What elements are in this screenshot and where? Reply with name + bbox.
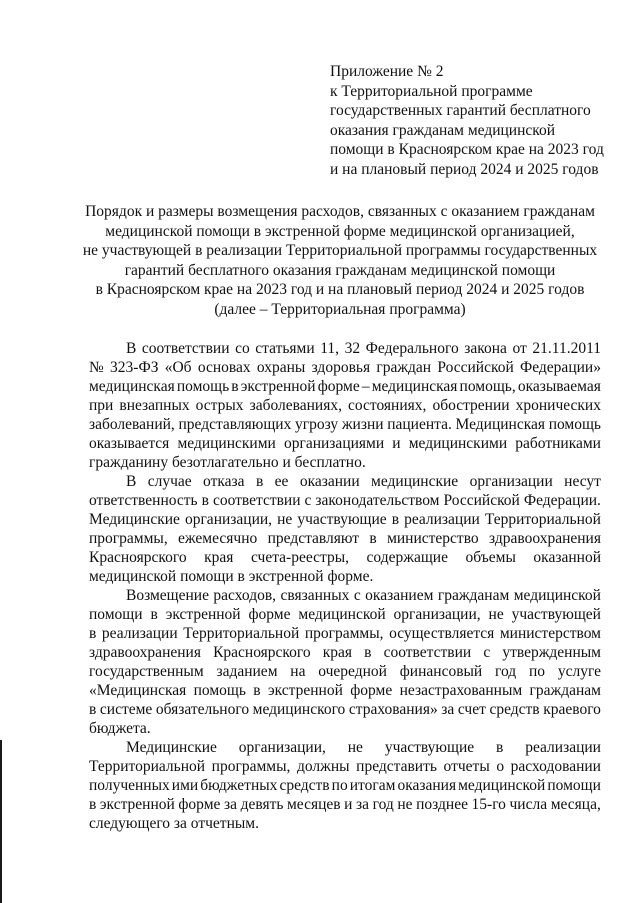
body-word: государственным	[89, 663, 204, 680]
body-word: отчеты	[443, 758, 490, 775]
body-word: год	[495, 663, 517, 680]
body-word: внезапных	[119, 397, 190, 414]
body-word: 32	[344, 340, 361, 357]
body-paragraph	[89, 472, 601, 586]
body-word: форме	[350, 682, 393, 699]
body-word: программы,	[211, 758, 291, 775]
body-word: основах	[197, 359, 251, 376]
appendix-line: оказания гражданам медицинской	[330, 121, 556, 139]
body-word: медицинская	[371, 378, 458, 395]
body-word: обязательного	[155, 701, 250, 718]
body-word: услуге	[557, 663, 601, 680]
body-word: острых	[195, 397, 244, 414]
body-word: участвующие	[384, 739, 475, 756]
body-line	[89, 776, 601, 795]
appendix-line: Приложение № 2	[330, 63, 444, 80]
body-word: организациями	[283, 435, 385, 452]
body-word: по	[331, 777, 348, 794]
body-line	[89, 662, 601, 681]
body-word: форме	[178, 796, 221, 813]
body-word: реализации	[101, 625, 178, 642]
body-word: соответствии	[383, 644, 472, 661]
body-word: медицинские	[371, 473, 459, 490]
body-word: экстренной	[240, 378, 316, 395]
body-word: здоровья	[311, 359, 371, 376]
body-word: организации,	[238, 739, 326, 756]
body-word: заболеваний,	[89, 416, 175, 433]
body-word: за	[223, 796, 237, 813]
body-word: оказанной	[533, 549, 601, 566]
body-word: ее	[274, 473, 289, 490]
body-word: заболеваниях,	[249, 397, 342, 414]
body-line	[89, 529, 601, 548]
body-line	[89, 358, 601, 377]
body-word: несут	[564, 473, 601, 490]
document-body	[89, 339, 601, 833]
body-word: в	[253, 682, 261, 699]
body-word: оказывается	[89, 435, 170, 452]
body-word: Медицинская	[455, 416, 546, 433]
body-word: помощь	[548, 416, 601, 433]
body-line	[89, 472, 601, 491]
body-word: жизни	[341, 416, 384, 433]
body-line	[89, 681, 601, 700]
body-word: законодательством	[315, 492, 440, 509]
body-word: здравоохранения	[89, 644, 201, 661]
body-word: пациента.	[387, 416, 452, 433]
body-line	[89, 415, 601, 434]
body-line	[89, 567, 601, 586]
body-word: №	[89, 359, 104, 376]
body-word: В	[126, 340, 137, 357]
body-word: медицинской	[458, 777, 546, 794]
body-line	[89, 491, 601, 510]
body-word: программы,	[89, 530, 168, 547]
body-word: организации,	[393, 606, 481, 623]
body-line-text: гражданину безотлагательно и бесплатно.	[89, 454, 366, 471]
body-word: с	[483, 644, 491, 661]
body-word: за	[441, 701, 455, 718]
title-line: гарантий бесплатного оказания гражданам медицинской помощи	[124, 261, 556, 279]
body-word: форме	[317, 378, 360, 395]
body-word: очередной	[318, 663, 387, 680]
body-word: ежемесячно	[178, 530, 258, 547]
body-word: обострении	[432, 397, 510, 414]
body-word: отказа	[203, 473, 245, 490]
body-word: состояниях,	[348, 397, 427, 414]
body-word: и	[392, 435, 401, 452]
body-word: полученных	[89, 777, 170, 794]
body-word: оказания	[397, 777, 457, 794]
body-word: оказываемая	[517, 378, 601, 395]
body-word: должны	[296, 758, 350, 775]
body-word: реализации	[404, 511, 480, 528]
body-word: Возмещение	[126, 587, 209, 604]
body-line	[89, 453, 601, 472]
body-word: в	[391, 511, 400, 528]
body-word: в	[201, 492, 209, 509]
body-line-text: следующего за отчетным.	[89, 815, 259, 832]
body-word: медицинского	[252, 701, 346, 718]
body-word: Федерации»	[520, 359, 601, 376]
body-word: представляют	[267, 530, 360, 547]
body-line	[89, 586, 601, 605]
body-word: 323-ФЗ	[110, 359, 159, 376]
scan-edge-line	[0, 740, 2, 903]
body-word: расходовании	[510, 758, 601, 775]
body-word: медицинской	[298, 606, 386, 623]
body-word: помощь	[176, 378, 230, 395]
body-word: –	[361, 378, 370, 395]
body-word: гражданам	[529, 682, 601, 699]
body-word: Медицинские	[126, 739, 217, 756]
body-line-text: бюджета.	[89, 720, 151, 737]
body-word: программы,	[304, 625, 384, 642]
body-word: финансовый	[399, 663, 483, 680]
body-word: угрозу	[295, 416, 339, 433]
body-line	[89, 434, 601, 453]
body-word: средств	[279, 777, 330, 794]
body-line-text: медицинской помощи в экстренной форме.	[89, 568, 374, 585]
body-word: расходов,	[213, 587, 277, 604]
body-word: системе	[99, 701, 153, 718]
body-word: не	[488, 606, 504, 623]
body-word: соответствии	[141, 340, 230, 357]
body-word: утвержденным	[502, 644, 601, 661]
body-line	[89, 814, 601, 833]
body-word: год	[372, 796, 394, 813]
body-word: статьями	[255, 340, 315, 357]
body-word: оказанием	[365, 587, 434, 604]
body-line	[89, 624, 601, 643]
body-word: не	[347, 739, 363, 756]
body-line	[89, 719, 601, 738]
body-line	[89, 643, 601, 662]
body-word: в	[496, 739, 504, 756]
body-word: страхования»	[348, 701, 438, 718]
body-word: представляющих	[178, 416, 292, 433]
body-word: Территориальной	[484, 511, 601, 528]
body-word: в	[150, 606, 158, 623]
body-word: Российской	[443, 492, 520, 509]
body-line	[89, 396, 601, 415]
body-word: реализации	[525, 739, 601, 756]
body-word: за	[356, 796, 370, 813]
body-word: с	[304, 492, 312, 509]
body-word: Территориальной	[183, 625, 300, 642]
body-word: «Медицинская	[89, 682, 187, 699]
appendix-line: государственных гарантий бесплатного	[330, 102, 591, 119]
body-word: при	[89, 397, 114, 414]
body-word: со	[235, 340, 250, 357]
body-paragraph	[89, 339, 601, 472]
body-word: экстренной	[99, 796, 175, 813]
body-word: закона	[464, 340, 507, 357]
body-word: незастрахованным	[399, 682, 523, 699]
body-word: министерством	[499, 625, 601, 642]
body-word: ответственность	[89, 492, 198, 509]
body-word: ими	[171, 777, 199, 794]
body-word: в	[89, 796, 97, 813]
body-word: гражданам	[437, 587, 510, 604]
appendix-line: и на плановый период 2024 и 2025 годов	[330, 160, 599, 178]
body-word: в	[89, 701, 97, 718]
body-word: Территориальной	[89, 758, 206, 775]
body-word: не	[277, 511, 293, 528]
body-word: объемы	[465, 549, 516, 566]
body-word: помощь,	[459, 378, 516, 395]
body-word: в	[231, 378, 239, 395]
body-word: помощь	[193, 682, 246, 699]
body-word: позднее	[416, 796, 468, 813]
document-title	[60, 202, 620, 319]
body-word: в	[89, 625, 97, 642]
body-word: Российской	[437, 359, 514, 376]
body-word: девять	[240, 796, 284, 813]
body-word: министерство	[387, 530, 479, 547]
body-word: 15-го	[471, 796, 506, 813]
body-word: форме	[248, 606, 291, 623]
body-word: в	[364, 644, 372, 661]
title-line: медицинской помощи в экстренной форме медицинской организацией,	[105, 222, 575, 240]
title-line: Порядок и размеры возмещения расходов, связанных с оказанием гражданам	[85, 203, 595, 220]
body-word: на	[290, 663, 306, 680]
appendix-line: помощи в Красноярском крае на 2023 год	[330, 141, 604, 158]
body-word: медицинской	[513, 587, 601, 604]
body-word: краевого	[543, 701, 601, 718]
body-word: 21.11.2011	[532, 340, 601, 357]
body-word: помощи	[89, 606, 143, 623]
body-word: средств	[489, 701, 540, 718]
body-line	[89, 757, 601, 776]
body-line	[89, 548, 601, 567]
body-word: охраны	[256, 359, 306, 376]
body-paragraph	[89, 738, 601, 833]
body-word: счета-реестры,	[250, 549, 349, 566]
body-word: счет	[457, 701, 486, 718]
body-word: в	[369, 530, 377, 547]
body-word: связанных	[280, 587, 350, 604]
body-line	[89, 795, 601, 814]
body-word: медицинскими	[177, 435, 276, 452]
body-word: не	[397, 796, 413, 813]
body-word: случае	[147, 473, 192, 490]
body-word: участвующие	[297, 511, 387, 528]
body-line	[89, 510, 601, 529]
appendix-header	[330, 62, 630, 179]
body-word: В	[126, 473, 137, 490]
body-word: Федерального	[365, 340, 459, 357]
body-word: здравоохранения	[489, 530, 601, 547]
body-word: экстренной	[267, 682, 343, 699]
body-word: в	[255, 473, 264, 490]
body-paragraph	[89, 586, 601, 738]
body-word: с	[353, 587, 361, 604]
body-word: хронических	[515, 397, 601, 414]
body-line	[89, 738, 601, 757]
body-word: заданием	[216, 663, 278, 680]
body-word: числа	[509, 796, 548, 813]
body-word: оказании	[299, 473, 360, 490]
body-word: Федерации.	[523, 492, 601, 509]
body-word: итогам	[349, 777, 396, 794]
body-word: о	[496, 758, 505, 775]
body-word: от	[512, 340, 527, 357]
body-word: экстренной	[165, 606, 241, 623]
body-word: осуществляется	[389, 625, 495, 642]
body-word: по	[529, 663, 546, 680]
body-word: представить	[356, 758, 437, 775]
body-word: «Об	[164, 359, 192, 376]
body-word: Красноярского	[213, 644, 311, 661]
body-word: граждан	[376, 359, 432, 376]
body-word: и	[344, 796, 353, 813]
body-line	[89, 339, 601, 358]
title-line: в Красноярском крае на 2023 год и на плановый период 2024 и 2025 годов	[95, 281, 585, 298]
body-word: участвующей	[511, 606, 601, 623]
body-word: края	[322, 644, 353, 661]
body-word: Медицинские	[89, 511, 180, 528]
body-word: медицинскими	[408, 435, 508, 452]
body-word: помощи	[547, 777, 601, 794]
body-word: бюджетных	[200, 777, 278, 794]
body-word: 11,	[320, 340, 340, 357]
body-line	[89, 700, 601, 719]
body-word: организации	[469, 473, 553, 490]
body-line	[89, 377, 601, 396]
title-line: не участвующей в реализации Территориальной программы государственных	[82, 242, 598, 259]
body-word: края	[204, 549, 234, 566]
appendix-line: к Территориальной программе	[330, 82, 533, 100]
body-word: соответствии	[212, 492, 301, 509]
body-word: Красноярского	[89, 549, 187, 566]
body-word: организации,	[184, 511, 273, 528]
body-word: месяца,	[550, 796, 601, 813]
body-word: месяцев	[287, 796, 341, 813]
body-word: содержащие	[366, 549, 448, 566]
title-line: (далее – Территориальная программа)	[214, 300, 466, 318]
body-line	[89, 605, 601, 624]
body-word: работниками	[515, 435, 601, 452]
body-word: медицинская	[89, 378, 175, 395]
